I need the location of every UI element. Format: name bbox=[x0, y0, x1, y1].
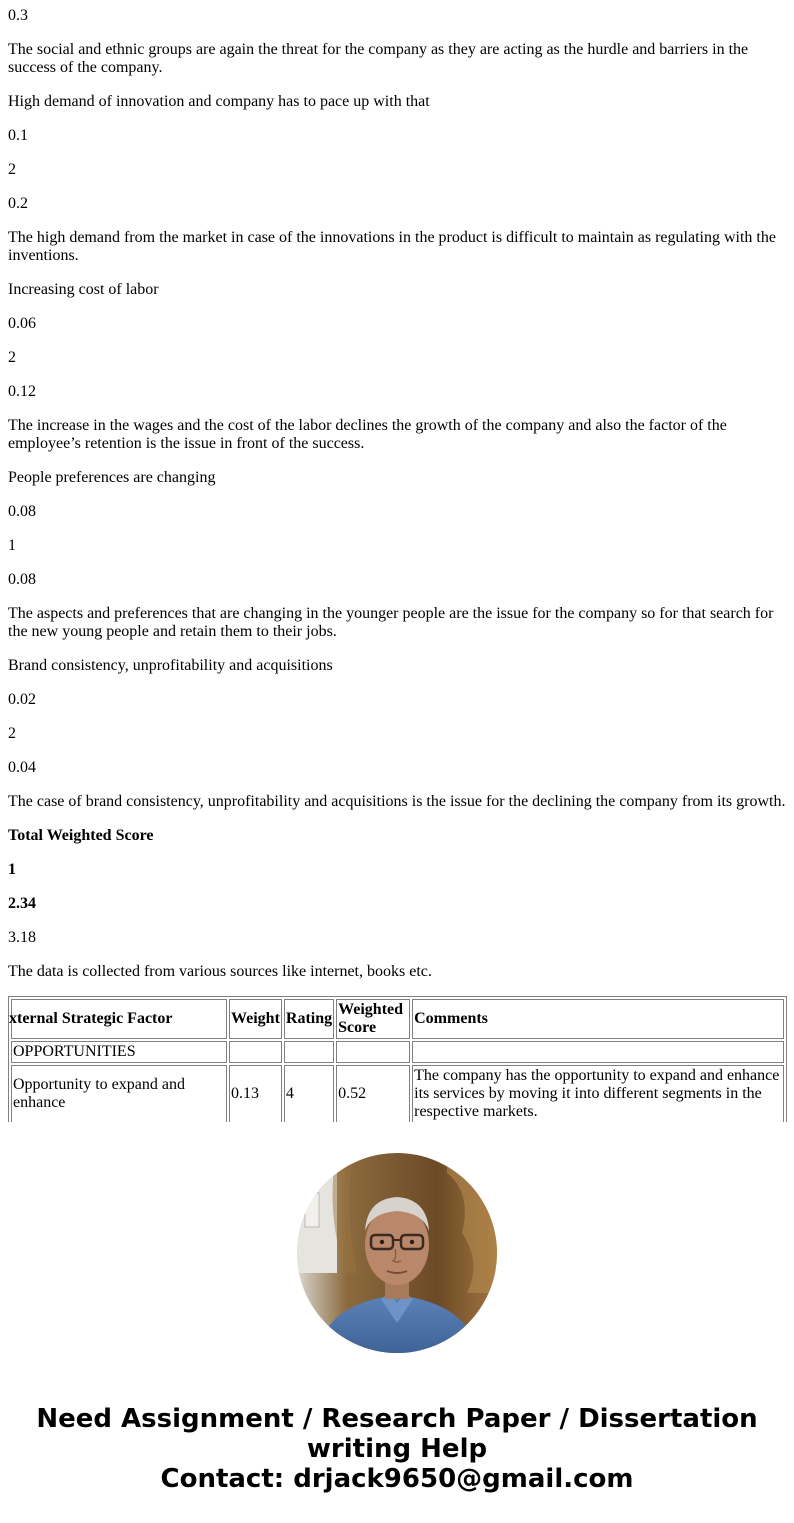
text-line: 0.02 bbox=[8, 691, 36, 708]
text-line: 0.08 bbox=[8, 503, 36, 520]
text-line: 2 bbox=[8, 161, 16, 178]
text-line: High demand of innovation and company has to pace up with that bbox=[8, 93, 430, 110]
cell-rating: 4 bbox=[284, 1065, 334, 1122]
total-weighted-score-label: Total Weighted Score bbox=[8, 827, 154, 844]
promo-line: writing Help bbox=[306, 1434, 488, 1464]
text-line: 0.1 bbox=[8, 127, 28, 144]
cell-weight: 0.13 bbox=[229, 1065, 282, 1122]
table-header-row bbox=[11, 999, 784, 1039]
cell-factor: OPPORTUNITIES bbox=[11, 1041, 227, 1063]
text-line: The social and ethnic groups are again the threat for the company as they are acting as the hurdle and barriers in the success of the company. bbox=[8, 41, 749, 76]
header-weighted-score: Weighted Score bbox=[336, 999, 410, 1039]
text-line: 0.08 bbox=[8, 571, 36, 588]
header-rating: Rating bbox=[284, 999, 334, 1039]
total-score-value: 2.34 bbox=[8, 895, 36, 912]
text-line: 0.2 bbox=[8, 195, 28, 212]
text-line: 1 bbox=[8, 537, 16, 554]
header-comments: Comments bbox=[412, 999, 784, 1039]
cell-weighted-score bbox=[336, 1041, 410, 1063]
cell-rating bbox=[284, 1041, 334, 1063]
text-line: 3.18 bbox=[8, 929, 36, 946]
text-line: 0.12 bbox=[8, 383, 36, 400]
header-weight: Weight bbox=[229, 999, 282, 1039]
text-line: 2 bbox=[8, 725, 16, 742]
header-factor: xternal Strategic Factor bbox=[11, 999, 227, 1039]
cell-weight bbox=[229, 1041, 282, 1063]
table-row bbox=[11, 1041, 784, 1063]
total-weight-value: 1 bbox=[8, 861, 16, 878]
efas-table-wrapper bbox=[8, 996, 787, 1122]
text-line: People preferences are changing bbox=[8, 469, 216, 486]
cell-weighted-score: 0.52 bbox=[336, 1065, 410, 1122]
promo-line: Need Assignment / Research Paper / Dissertation bbox=[36, 1404, 758, 1434]
text-line: The case of brand consistency, unprofitability and acquisitions is the issue for the declining the company from its growth. bbox=[8, 793, 786, 810]
text-line: The aspects and preferences that are changing in the younger people are the issue for the company so for that search for the new young people and retain them to their jobs. bbox=[8, 605, 774, 640]
cell-comments: The company has the opportunity to expand and enhance its services by moving it into different segments in the respective markets. bbox=[412, 1065, 784, 1122]
efas-table bbox=[8, 996, 787, 1122]
promo-text bbox=[0, 1404, 794, 1494]
table-row bbox=[11, 1065, 784, 1122]
cell-comments bbox=[412, 1041, 784, 1063]
source-note: The data is collected from various sources like internet, books etc. bbox=[8, 963, 432, 980]
cell-factor: Opportunity to expand and enhance bbox=[11, 1065, 227, 1122]
text-line: Increasing cost of labor bbox=[8, 281, 159, 298]
text-line: 2 bbox=[8, 349, 16, 366]
text-line: 0.06 bbox=[8, 315, 36, 332]
text-line: The increase in the wages and the cost of the labor declines the growth of the company and also the factor of the employee’s retention is the issue in front of the success. bbox=[8, 417, 727, 452]
text-line: The high demand from the market in case of the innovations in the product is difficult to maintain as regulating with the inventions. bbox=[8, 229, 776, 264]
contact-email[interactable]: Contact: drjack9650@gmail.com bbox=[160, 1464, 634, 1494]
text-line: 0.04 bbox=[8, 759, 36, 776]
promo-banner bbox=[0, 1122, 794, 1523]
person-portrait-icon bbox=[297, 1153, 497, 1353]
text-line: 0.3 bbox=[8, 7, 28, 24]
text-line: Brand consistency, unprofitability and acquisitions bbox=[8, 657, 333, 674]
